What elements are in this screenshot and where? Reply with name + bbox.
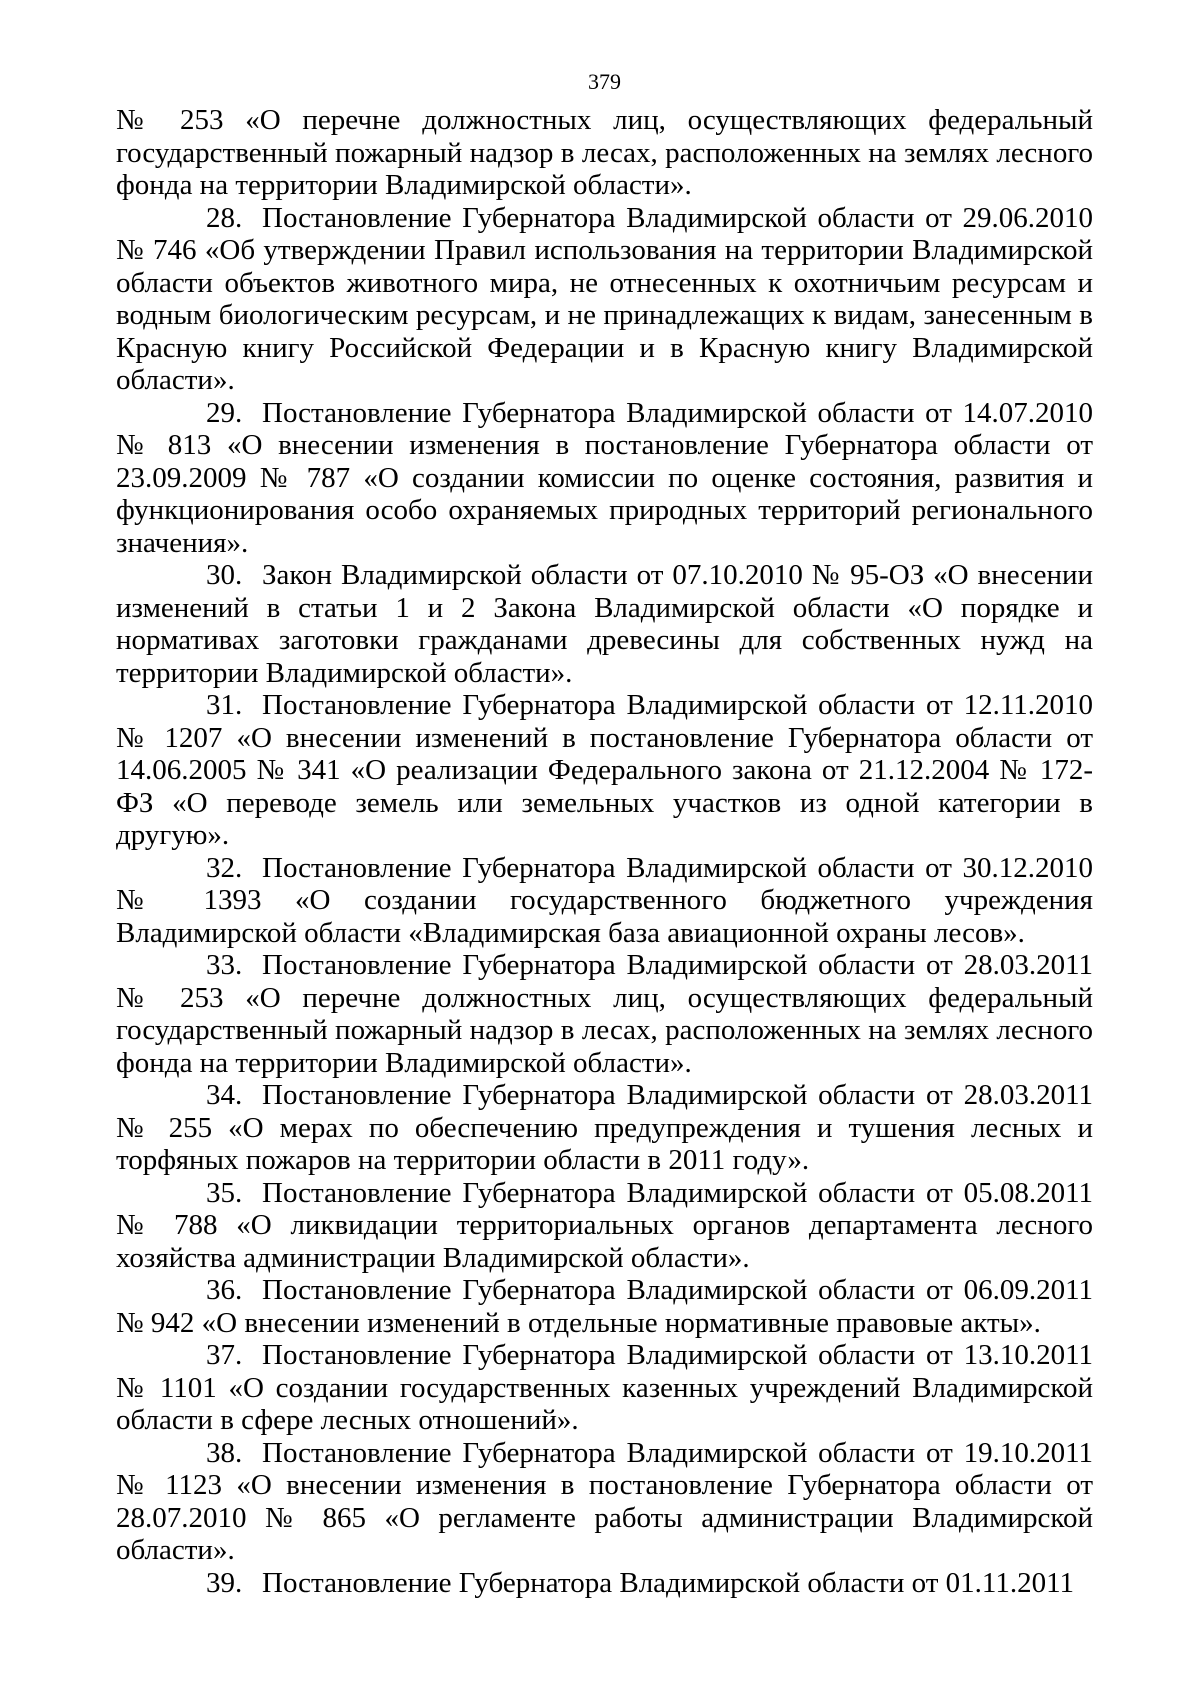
item-number: 32.	[206, 851, 243, 884]
item-text: Постановление Губернатора Владимирской области от 06.09.2011 № 942 «О внесении изменений в отдельные нормативные правовые акты».	[116, 1274, 1093, 1339]
list-item	[116, 1339, 1093, 1437]
list-item	[116, 202, 1093, 397]
item-text: Постановление Губернатора Владимирской области от 28.03.2011 № 253 «О перечне должностных лиц, осуществляющих федеральный государственный пожарный надзор в лесах, расположенных на землях лесного фонда на территории Владимирской области».	[116, 949, 1093, 1079]
list-item	[116, 1079, 1093, 1177]
item-number: 37.	[206, 1339, 243, 1371]
list-item	[116, 852, 1093, 950]
item-number: 39.	[206, 1566, 243, 1599]
item-number: 30.	[206, 559, 243, 591]
item-number: 28.	[206, 201, 243, 234]
item-text: Постановление Губернатора Владимирской области от 19.10.2011 № 1123 «О внесении изменения в постановление Губернатора области от 28.07.2010 № 865 «О регламенте работы администрации Владимирской области».	[116, 1436, 1093, 1566]
list-item	[116, 1437, 1093, 1567]
item-text: Постановление Губернатора Владимирской области от 30.12.2010 № 1393 «О создании государственного бюджетного учреждения Владимирской области «Владимирская база авиационной охраны лесов».	[116, 851, 1093, 949]
item-number: 34.	[206, 1079, 243, 1111]
item-text: Постановление Губернатора Владимирской области от 05.08.2011 № 788 «О ликвидации территориальных органов департамента лесного хозяйства администрации Владимирской области».	[116, 1176, 1093, 1274]
list-item	[116, 559, 1093, 689]
item-text: Постановление Губернатора Владимирской области от 13.10.2011 № 1101 «О создании государственных казенных учреждений Владимирской области в сфере лесных отношений».	[116, 1339, 1093, 1436]
item-number: 31.	[206, 689, 243, 721]
item-text: Постановление Губернатора Владимирской области от 14.07.2010 № 813 «О внесении изменения в постановление Губернатора области от 23.09.2009 № 787 «О создании комиссии по оценке состояния, развития и функционирования особо охраняемых природных территорий регионального значения».	[116, 396, 1093, 559]
list-item	[116, 1177, 1093, 1275]
list-item	[116, 1567, 1093, 1600]
list-item	[116, 949, 1093, 1079]
item-text: Постановление Губернатора Владимирской области от 28.03.2011 № 255 «О мерах по обеспечению предупреждения и тушения лесных и торфяных пожаров на территории области в 2011 году».	[116, 1079, 1093, 1176]
item-number: 29.	[206, 396, 243, 429]
item-text: Постановление Губернатора Владимирской области от 01.11.2011	[262, 1566, 1075, 1599]
item-text: Постановление Губернатора Владимирской области от 29.06.2010 № 746 «Об утверждении Правил использования на территории Владимирской области объектов животного мира, не отнесенных к охотничьим ресурсам и водным биологическим ресурсам, и не принадлежащих к видам, занесенным в Красную книгу Российской Федерации и в Красную книгу Владимирской области».	[116, 201, 1093, 396]
item-number: 33.	[206, 949, 243, 981]
item-number: 36.	[206, 1274, 243, 1306]
page-number: 379	[588, 69, 621, 94]
document-page	[116, 68, 1093, 1599]
list-item	[116, 397, 1093, 560]
item-text: Закон Владимирской области от 07.10.2010 № 95-ОЗ «О внесении изменений в статьи 1 и 2 Закона Владимирской области «О порядке и нормативах заготовки гражданами древесины для собственных нужд на территории Владимирской области».	[116, 559, 1093, 689]
list-item	[116, 1274, 1093, 1339]
continuation-paragraph: № 253 «О перечне должностных лиц, осуществляющих федеральный государственный пожарный надзор в лесах, расположенных на землях лесного фонда на территории Владимирской области».	[116, 104, 1093, 201]
item-text: Постановление Губернатора Владимирской области от 12.11.2010 № 1207 «О внесении изменений в постановление Губернатора области от 14.06.2005 № 341 «О реализации Федерального закона от 21.12.2004 № 172-ФЗ «О переводе земель или земельных участков из одной категории в другую».	[116, 689, 1093, 851]
item-number: 38.	[206, 1436, 243, 1469]
list-item	[116, 689, 1093, 852]
item-number: 35.	[206, 1176, 243, 1209]
document-body	[116, 104, 1093, 1599]
